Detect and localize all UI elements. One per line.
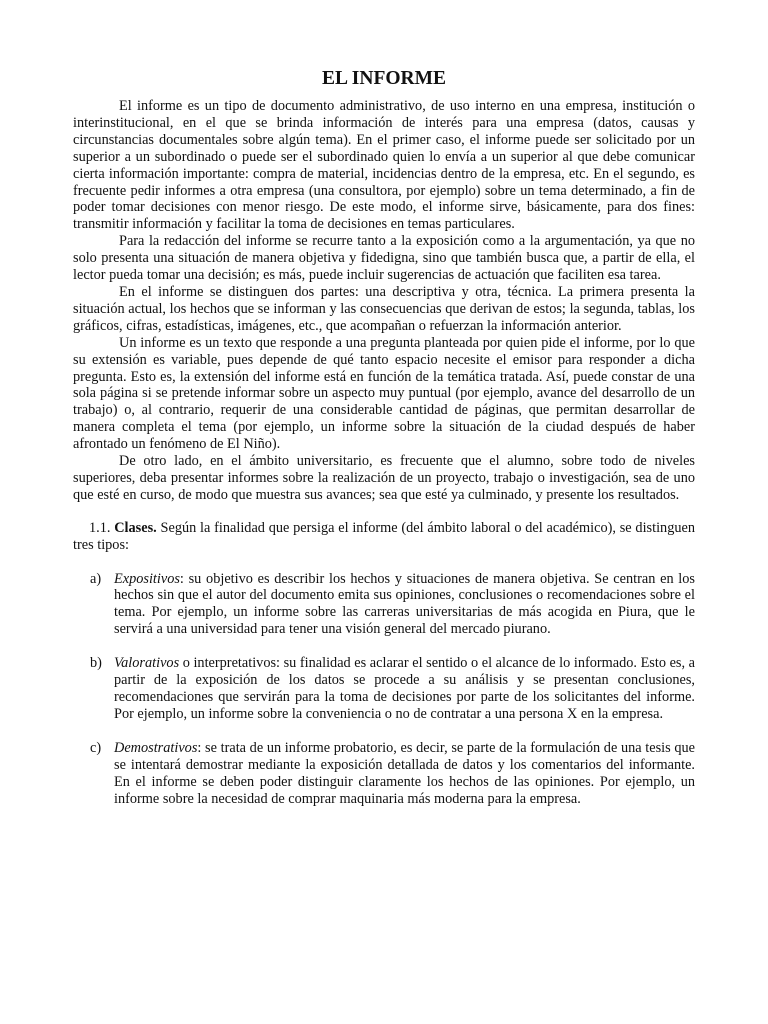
section-clases	[73, 520, 695, 554]
paragraph: Un informe es un texto que responde a una pregunta planteada por quien pide el informe, por lo que su extensión es variable, pues depende de qué tanto espacio necesite el emisor para responder a dicha pregunta. Esto es, la extensión del informe está en función de la temática tratada. Así, puede constar de una sola página si se pretende informar sobre un aspecto muy puntual (por ejemplo, avance del desarrollo de un trabajo) o, al contrario, requerir de una considerable cantidad de páginas, que permitan desarrollar de manera completa el tema (por ejemplo, un informe sobre la situación de la ciudad después de haber afrontado un fenómeno de El Niño).	[73, 334, 695, 453]
list-marker: b)	[90, 655, 102, 672]
section-number: 1.1.	[89, 519, 111, 536]
section-text: Según la finalidad que persiga el informe (del ámbito laboral o del académico), se distinguen tres tipos:	[73, 519, 695, 553]
list-item	[73, 571, 695, 639]
list-item	[73, 655, 695, 723]
types-list	[73, 571, 695, 808]
paragraph: En el informe se distinguen dos partes: una descriptiva y otra, técnica. La primera presenta la situación actual, los hechos que se informan y las consecuencias que derivan de estos; la segunda, tablas, los gráficos, cifras, estadísticas, imágenes, etc., que acompañan o refuerzan la información anterior.	[73, 283, 695, 334]
type-term: Expositivos	[114, 570, 180, 587]
type-text: : su objetivo es describir los hechos y situaciones de manera objetiva. Se centran en los hechos sin que el autor del documento emita sus opiniones, conclusiones o recomendaciones sobre el tema. Por ejemplo, un informe sobre las carreras universitarias de más acogida en Piura, que le servirá a una universidad para tener una visión general del mercado piurano.	[114, 570, 695, 638]
paragraph: De otro lado, en el ámbito universitario, es frecuente que el alumno, sobre todo de niveles superiores, deba presentar informes sobre la realización de un proyecto, trabajo o investigación, sea de uno que esté en curso, de modo que muestra sus avances; sea que esté ya culminado, y presente los resultados.	[73, 453, 695, 503]
page-title: EL INFORME	[321, 68, 447, 89]
list-marker: c)	[90, 739, 102, 756]
type-text: o interpretativos: su finalidad es aclarar el sentido o el alcance de lo informado. Esto es, a partir de la exposición de los datos se procede a su análisis y se presentan conclusiones, recomendaciones que servirán para la toma de decisiones por parte de los solicitantes del informe. Por ejemplo, un informe sobre la conveniencia o no de contratar a una persona X en la empresa.	[114, 655, 695, 722]
body-text	[73, 98, 695, 504]
type-text: : se trata de un informe probatorio, es decir, se parte de la formulación de una tesis que se intentará demostrar mediante la exposición detallada de datos y los comentarios del informante. En el informe se deben poder distinguir claramente los hechos de las opiniones. Por ejemplo, un informe sobre la necesidad de comprar maquinaria más moderna para la empresa.	[114, 739, 695, 807]
type-term: Valorativos	[114, 655, 180, 672]
paragraph: Para la redacción del informe se recurre tanto a la exposición como a la argumentación, ya que no solo presenta una situación de manera objetiva y fidedigna, sino que también busca que, a partir de ella, el lector pueda tomar una decisión; es más, puede incluir sugerencias de actuación que faciliten esa tarea.	[73, 233, 695, 284]
paragraph: El informe es un tipo de documento administrativo, de uso interno en una empresa, institución o interinstitucional, en el que se brinda información de interés para una empresa (datos, causas y circunstancias documentales sobre algún tema). En el primer caso, el informe puede ser solicitado por un superior a un subordinado o puede ser el subordinado quien lo envía a un superior al que debe comunicar cierta información importante: compra de material, incidencias dentro de la empresa, etc. En el segundo, es frecuente pedir informes a otra empresa (una consultora, por ejemplo) sobre un tema determinado, a fin de poder tomar decisiones con menor riesgo. De este modo, el informe sirve, básicamente, para dos fines: transmitir información y facilitar la toma de decisiones en temas particulares.	[73, 98, 695, 233]
section-heading: Clases.	[114, 519, 157, 536]
list-marker: a)	[90, 570, 102, 587]
list-item	[73, 740, 695, 808]
type-term: Demostrativos	[114, 739, 198, 756]
